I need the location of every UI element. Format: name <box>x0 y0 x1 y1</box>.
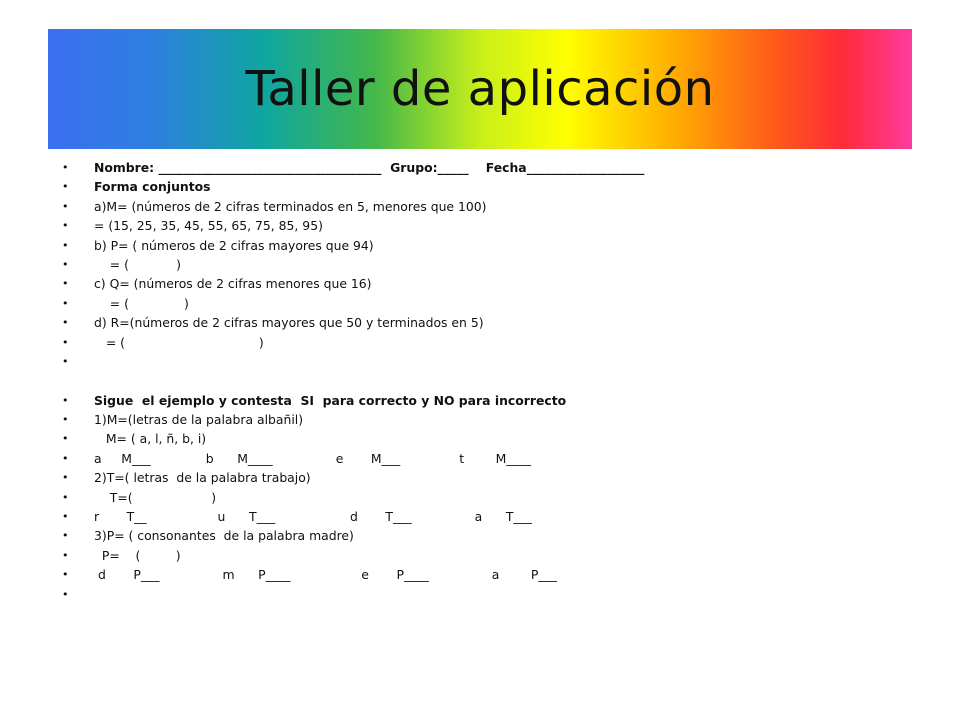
bullet-icon: • <box>62 548 69 562</box>
list-item-text: M= ( a, l, ñ, b, i) <box>94 431 207 447</box>
list-item <box>62 371 922 390</box>
list-item <box>62 449 922 468</box>
list-item-text: = ( ) <box>94 256 182 272</box>
list-item <box>62 333 922 352</box>
list-item <box>62 488 922 507</box>
list-item <box>62 410 922 429</box>
list-item-text: = ( ) <box>94 295 189 311</box>
bullet-icon: • <box>62 393 69 407</box>
list-item <box>62 216 922 235</box>
list-item <box>62 158 922 177</box>
bullet-icon: • <box>62 490 69 504</box>
list-item-text: = ( ) <box>94 334 264 350</box>
list-item <box>62 352 922 371</box>
bullet-icon: • <box>62 471 69 485</box>
list-item <box>62 177 922 196</box>
bullet-icon: • <box>62 180 69 194</box>
list-item-text: 1)M=(letras de la palabra albañil) <box>94 412 304 428</box>
list-item-text: = (15, 25, 35, 45, 55, 65, 75, 85, 95) <box>94 218 323 234</box>
bullet-icon: • <box>62 257 69 271</box>
bullet-icon: • <box>62 277 69 291</box>
list-item <box>62 236 922 255</box>
list-item-text: d) R=(números de 2 cifras mayores que 50 y terminados en 5) <box>94 315 484 331</box>
bullet-icon: • <box>62 296 69 310</box>
list-item-text: T=( ) <box>94 489 217 505</box>
list-item-text: 2)T=( letras de la palabra trabajo) <box>94 470 311 486</box>
bullet-icon: • <box>62 451 69 465</box>
bullet-icon: • <box>62 161 69 174</box>
title-banner <box>48 29 912 149</box>
bullet-icon: • <box>62 335 69 349</box>
bullet-icon: • <box>62 238 69 252</box>
list-item <box>62 585 922 604</box>
list-item <box>62 197 922 216</box>
bullet-icon: • <box>62 219 69 233</box>
list-item <box>62 313 922 332</box>
list-item <box>62 429 922 448</box>
list-item <box>62 294 922 313</box>
bullet-icon: • <box>62 529 69 543</box>
list-item-text: Nombre: ____________________________________ Grupo:_____ Fecha___________________ <box>94 160 645 175</box>
list-item <box>62 546 922 565</box>
list-item-text: a M___ b M____ e M___ t M____ <box>94 450 532 466</box>
list-item-text: P= ( ) <box>94 547 181 563</box>
list-item-text: a)M= (números de 2 cifras terminados en 5, menores que 100) <box>94 198 487 214</box>
list-item-text: Forma conjuntos <box>94 179 211 195</box>
bullet-icon: • <box>62 354 69 368</box>
list-item-text: Sigue el ejemplo y contesta SI para correcto y NO para incorrecto <box>94 392 567 408</box>
list-item <box>62 468 922 487</box>
bullet-icon: • <box>62 568 69 582</box>
bullet-icon: • <box>62 316 69 330</box>
list-item-text: b) P= ( números de 2 cifras mayores que 94) <box>94 237 374 253</box>
list-item <box>62 391 922 410</box>
bullet-icon: • <box>62 587 69 601</box>
list-item-text: d P___ m P____ e P____ a P___ <box>94 567 557 583</box>
list-item <box>62 526 922 545</box>
bullet-icon: • <box>62 432 69 446</box>
list-item-text: r T__ u T___ d T___ a T___ <box>94 509 532 525</box>
bullet-icon: • <box>62 413 69 427</box>
list-item <box>62 565 922 584</box>
bullet-icon: • <box>62 199 69 213</box>
slide-title: Taller de aplicación <box>245 61 715 117</box>
bullet-icon: • <box>62 510 69 524</box>
list-item <box>62 507 922 526</box>
list-item <box>62 274 922 293</box>
list-item-text: c) Q= (números de 2 cifras menores que 16) <box>94 276 372 292</box>
bullet-list <box>62 158 922 604</box>
list-item-text: 3)P= ( consonantes de la palabra madre) <box>94 528 354 544</box>
list-item <box>62 255 922 274</box>
